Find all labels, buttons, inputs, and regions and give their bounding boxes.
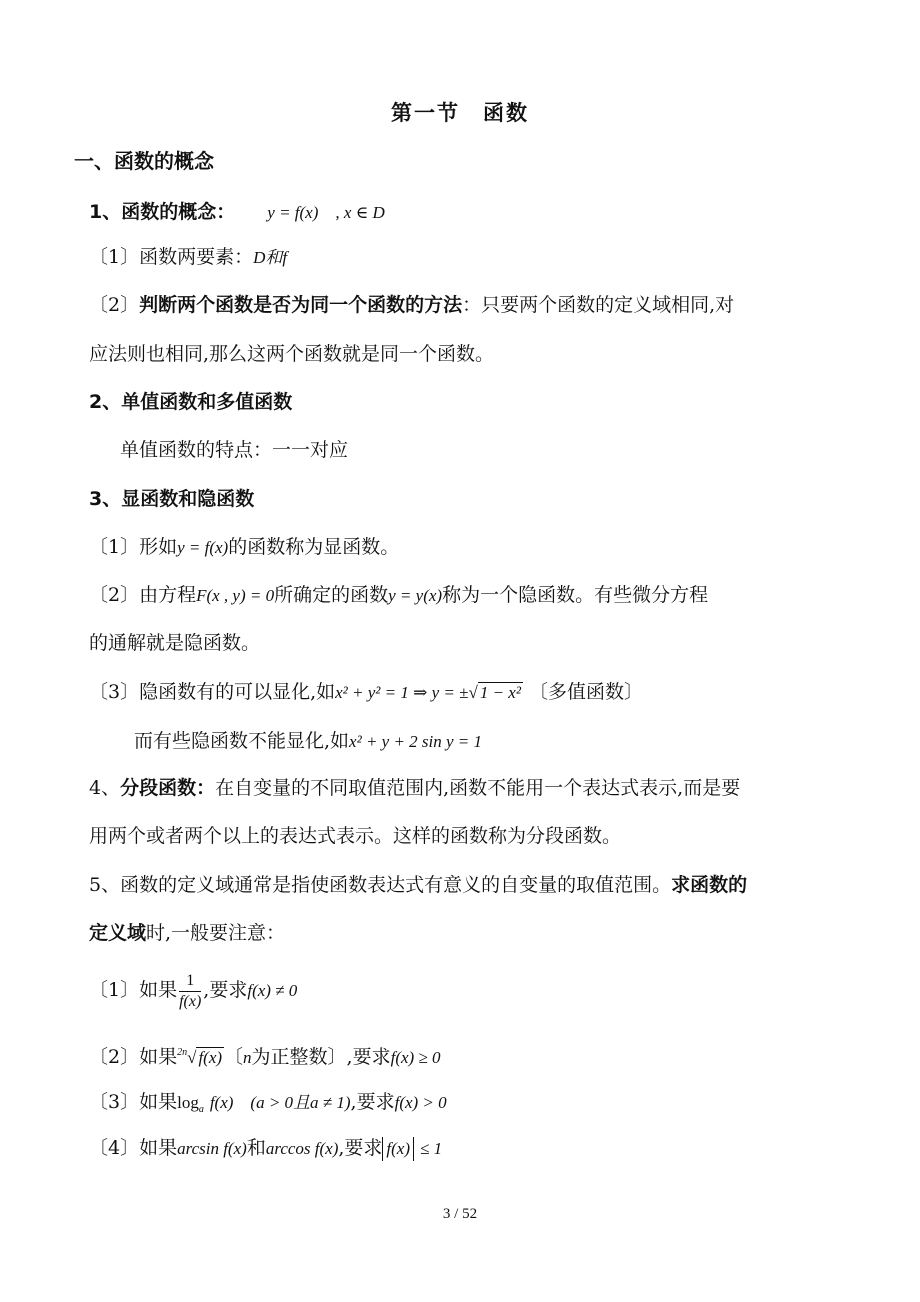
item-2-line: 单值函数的特点：一一对应 bbox=[120, 439, 349, 461]
item-2-heading: 2、单值函数和多值函数 bbox=[89, 391, 293, 413]
condition-1-a: 〔1〕如果 bbox=[89, 979, 178, 1001]
condition-3-cond: f(x) > 0 bbox=[394, 1093, 447, 1112]
section-heading-1: 一、函数的概念 bbox=[74, 149, 214, 173]
item-4-bold: 分段函数： bbox=[120, 777, 216, 799]
item-4-line-2: 用两个或者两个以上的表达式表示。这样的函数称为分段函数。 bbox=[89, 825, 622, 847]
item-3-sub-2-line-2: 的通解就是隐函数。 bbox=[89, 632, 261, 654]
item-1 bbox=[89, 198, 385, 227]
condition-4-b: ,要求 bbox=[338, 1137, 383, 1159]
item-1-sub-2-bold: 判断两个函数是否为同一个函数的方法 bbox=[139, 294, 463, 316]
item-3-sub-2-math-1: F(x , y) = 0 bbox=[196, 586, 275, 605]
item-4-line-1 bbox=[89, 774, 740, 802]
condition-4-arcsin: arcsin f(x) bbox=[177, 1139, 247, 1158]
condition-3 bbox=[89, 1088, 447, 1124]
item-3-heading: 3、显函数和隐函数 bbox=[89, 488, 255, 510]
item-3-sub-1-a: 〔1〕形如 bbox=[89, 536, 178, 558]
condition-3-math: f(x) (a > 0且a ≠ 1) bbox=[209, 1093, 351, 1112]
condition-4-and: 和 bbox=[246, 1137, 266, 1159]
item-5-line-2 bbox=[89, 919, 285, 947]
item-3-sub-2-math-2: y = y(x) bbox=[388, 586, 443, 605]
condition-2-math: f(x) ≥ 0 bbox=[390, 1048, 441, 1067]
page-title: 第一节 函数 bbox=[391, 101, 529, 125]
condition-1-math: f(x) ≠ 0 bbox=[247, 981, 298, 1000]
sqrt-symbol: √ bbox=[468, 683, 478, 702]
item-3-sub-1-b: 的函数称为显函数。 bbox=[228, 536, 400, 558]
condition-4-arccos: arccos f(x) bbox=[265, 1139, 339, 1158]
item-3-sub-3-a: 〔3〕隐函数有的可以显化,如 bbox=[89, 681, 336, 703]
condition-2-c: 为正整数〕,要求 bbox=[251, 1046, 391, 1068]
item-3-sub-3-line-2 bbox=[134, 727, 482, 756]
item-4-rest: 在自变量的不同取值范围内,函数不能用一个表达式表示,而是要 bbox=[215, 777, 741, 799]
log-base: a bbox=[198, 1104, 204, 1115]
item-3-sub-3-line-2-math: x² + y + 2 sin y = 1 bbox=[349, 732, 483, 751]
condition-4 bbox=[89, 1134, 442, 1163]
condition-2-radicand: f(x) bbox=[198, 1048, 223, 1067]
condition-3-log: log bbox=[177, 1093, 199, 1112]
condition-2 bbox=[89, 1039, 441, 1072]
item-5-line-1 bbox=[89, 871, 747, 899]
item-3-sub-2-c: 称为一个隐函数。有些微分方程 bbox=[442, 584, 709, 606]
item-3-sub-2-b: 所确定的函数 bbox=[274, 584, 389, 606]
condition-2-a: 〔2〕如果 bbox=[89, 1046, 178, 1068]
item-5-bold-1: 求函数的 bbox=[671, 874, 748, 896]
root-index: 2n bbox=[177, 1047, 188, 1058]
item-1-label: 1、函数的概念： bbox=[89, 201, 236, 223]
fraction-numerator: 1 bbox=[179, 971, 201, 992]
item-1-sub-1 bbox=[89, 243, 287, 272]
item-1-sub-2-prefix: 〔2〕 bbox=[89, 294, 140, 316]
condition-4-a: 〔4〕如果 bbox=[89, 1137, 178, 1159]
condition-3-b: ,要求 bbox=[350, 1091, 395, 1113]
item-1-formula: y = f(x) , x ∈ D bbox=[267, 203, 385, 222]
item-3-sub-3-b: 〔多值函数〕 bbox=[528, 681, 643, 703]
fraction-denominator: f(x) bbox=[179, 992, 202, 1010]
item-3-sub-1 bbox=[89, 533, 399, 562]
item-3-sub-2-line-1 bbox=[89, 581, 708, 610]
item-5-rest-2: 时,一般要注意： bbox=[146, 922, 286, 944]
item-3-sub-3-line-2-a: 而有些隐函数不能显化,如 bbox=[134, 730, 350, 752]
page-number: 3 / 52 bbox=[442, 1206, 478, 1222]
item-3-sub-3-math: x² + y² = 1 ⇒ y = ± bbox=[335, 683, 469, 702]
item-1-sub-1-text: 〔1〕函数两要素： bbox=[89, 246, 254, 268]
sqrt-symbol-2: √ bbox=[187, 1048, 197, 1067]
item-3-sub-2-a: 〔2〕由方程 bbox=[89, 584, 197, 606]
condition-2-b: 〔 bbox=[224, 1046, 244, 1068]
item-3-sub-3-line-1 bbox=[89, 678, 643, 707]
item-1-sub-2-rest: ：只要两个函数的定义域相同,对 bbox=[462, 294, 735, 316]
item-5-text: 5、函数的定义域通常是指使函数表达式有意义的自变量的取值范围。 bbox=[89, 874, 672, 896]
item-3-sub-1-math: y = f(x) bbox=[177, 538, 229, 557]
item-1-sub-2-line-2: 应法则也相同,那么这两个函数就是同一个函数。 bbox=[89, 343, 495, 365]
condition-3-a: 〔3〕如果 bbox=[89, 1091, 178, 1113]
condition-4-cond: ≤ 1 bbox=[420, 1139, 443, 1158]
item-5-bold-2: 定义域 bbox=[89, 922, 147, 944]
condition-2-n: n bbox=[243, 1048, 252, 1067]
fraction-1-over-fx bbox=[179, 971, 201, 1012]
item-4-prefix: 4、 bbox=[89, 777, 121, 799]
item-1-sub-1-math: D和f bbox=[253, 248, 288, 267]
condition-1 bbox=[89, 968, 297, 1013]
condition-4-abs: f(x) bbox=[382, 1137, 414, 1161]
item-3-sub-3-sqrt: 1 − x² bbox=[479, 683, 521, 702]
condition-1-b: ,要求 bbox=[203, 979, 248, 1001]
item-1-sub-2-line-1 bbox=[89, 291, 734, 319]
